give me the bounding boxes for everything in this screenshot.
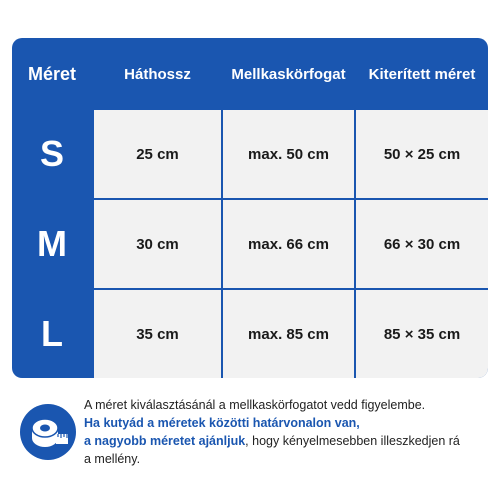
hathossz-value: 30 cm (94, 200, 221, 288)
size-label: S (39, 133, 64, 174)
size-label: L (41, 313, 63, 354)
table-row (12, 110, 488, 198)
hathossz-value: 25 cm (94, 110, 221, 198)
mellkas-value: max. 85 cm (223, 290, 354, 378)
table-header-row (12, 38, 488, 110)
mellkas-value: max. 50 cm (223, 110, 354, 198)
table-row (12, 200, 488, 288)
kiteritett-value: 50 × 25 cm (356, 110, 488, 198)
mellkas-value: max. 66 cm (223, 200, 354, 288)
note-line-3 (84, 432, 484, 450)
sizing-note (20, 396, 490, 476)
note-line-3-rest: , hogy kényelmesebben illeszkedjen rá (245, 434, 460, 448)
size-table (12, 38, 488, 378)
header-kiteritett-meret: Kiterített méret (368, 65, 476, 83)
header-meret: Méret (27, 63, 76, 84)
hathossz-value: 35 cm (94, 290, 221, 378)
kiteritett-value: 85 × 35 cm (356, 290, 488, 378)
size-label: M (37, 223, 67, 264)
note-line-1: A méret kiválasztásánál a mellkaskörfogatot vedd figyelembe. (84, 398, 426, 412)
measuring-tape-icon (20, 404, 76, 460)
header-hathossz: Háthossz (124, 65, 191, 83)
kiteritett-value: 66 × 30 cm (356, 200, 488, 288)
note-text (84, 396, 484, 468)
note-line-3-emphasis: a nagyobb méretet ajánljuk (84, 434, 246, 448)
note-line-4: a mellény. (84, 452, 141, 466)
table-row (12, 290, 488, 378)
header-mellkaskorfogat: Mellkaskörfogat (231, 65, 346, 83)
note-line-2: Ha kutyád a méretek közötti határvonalon van, (84, 416, 360, 430)
